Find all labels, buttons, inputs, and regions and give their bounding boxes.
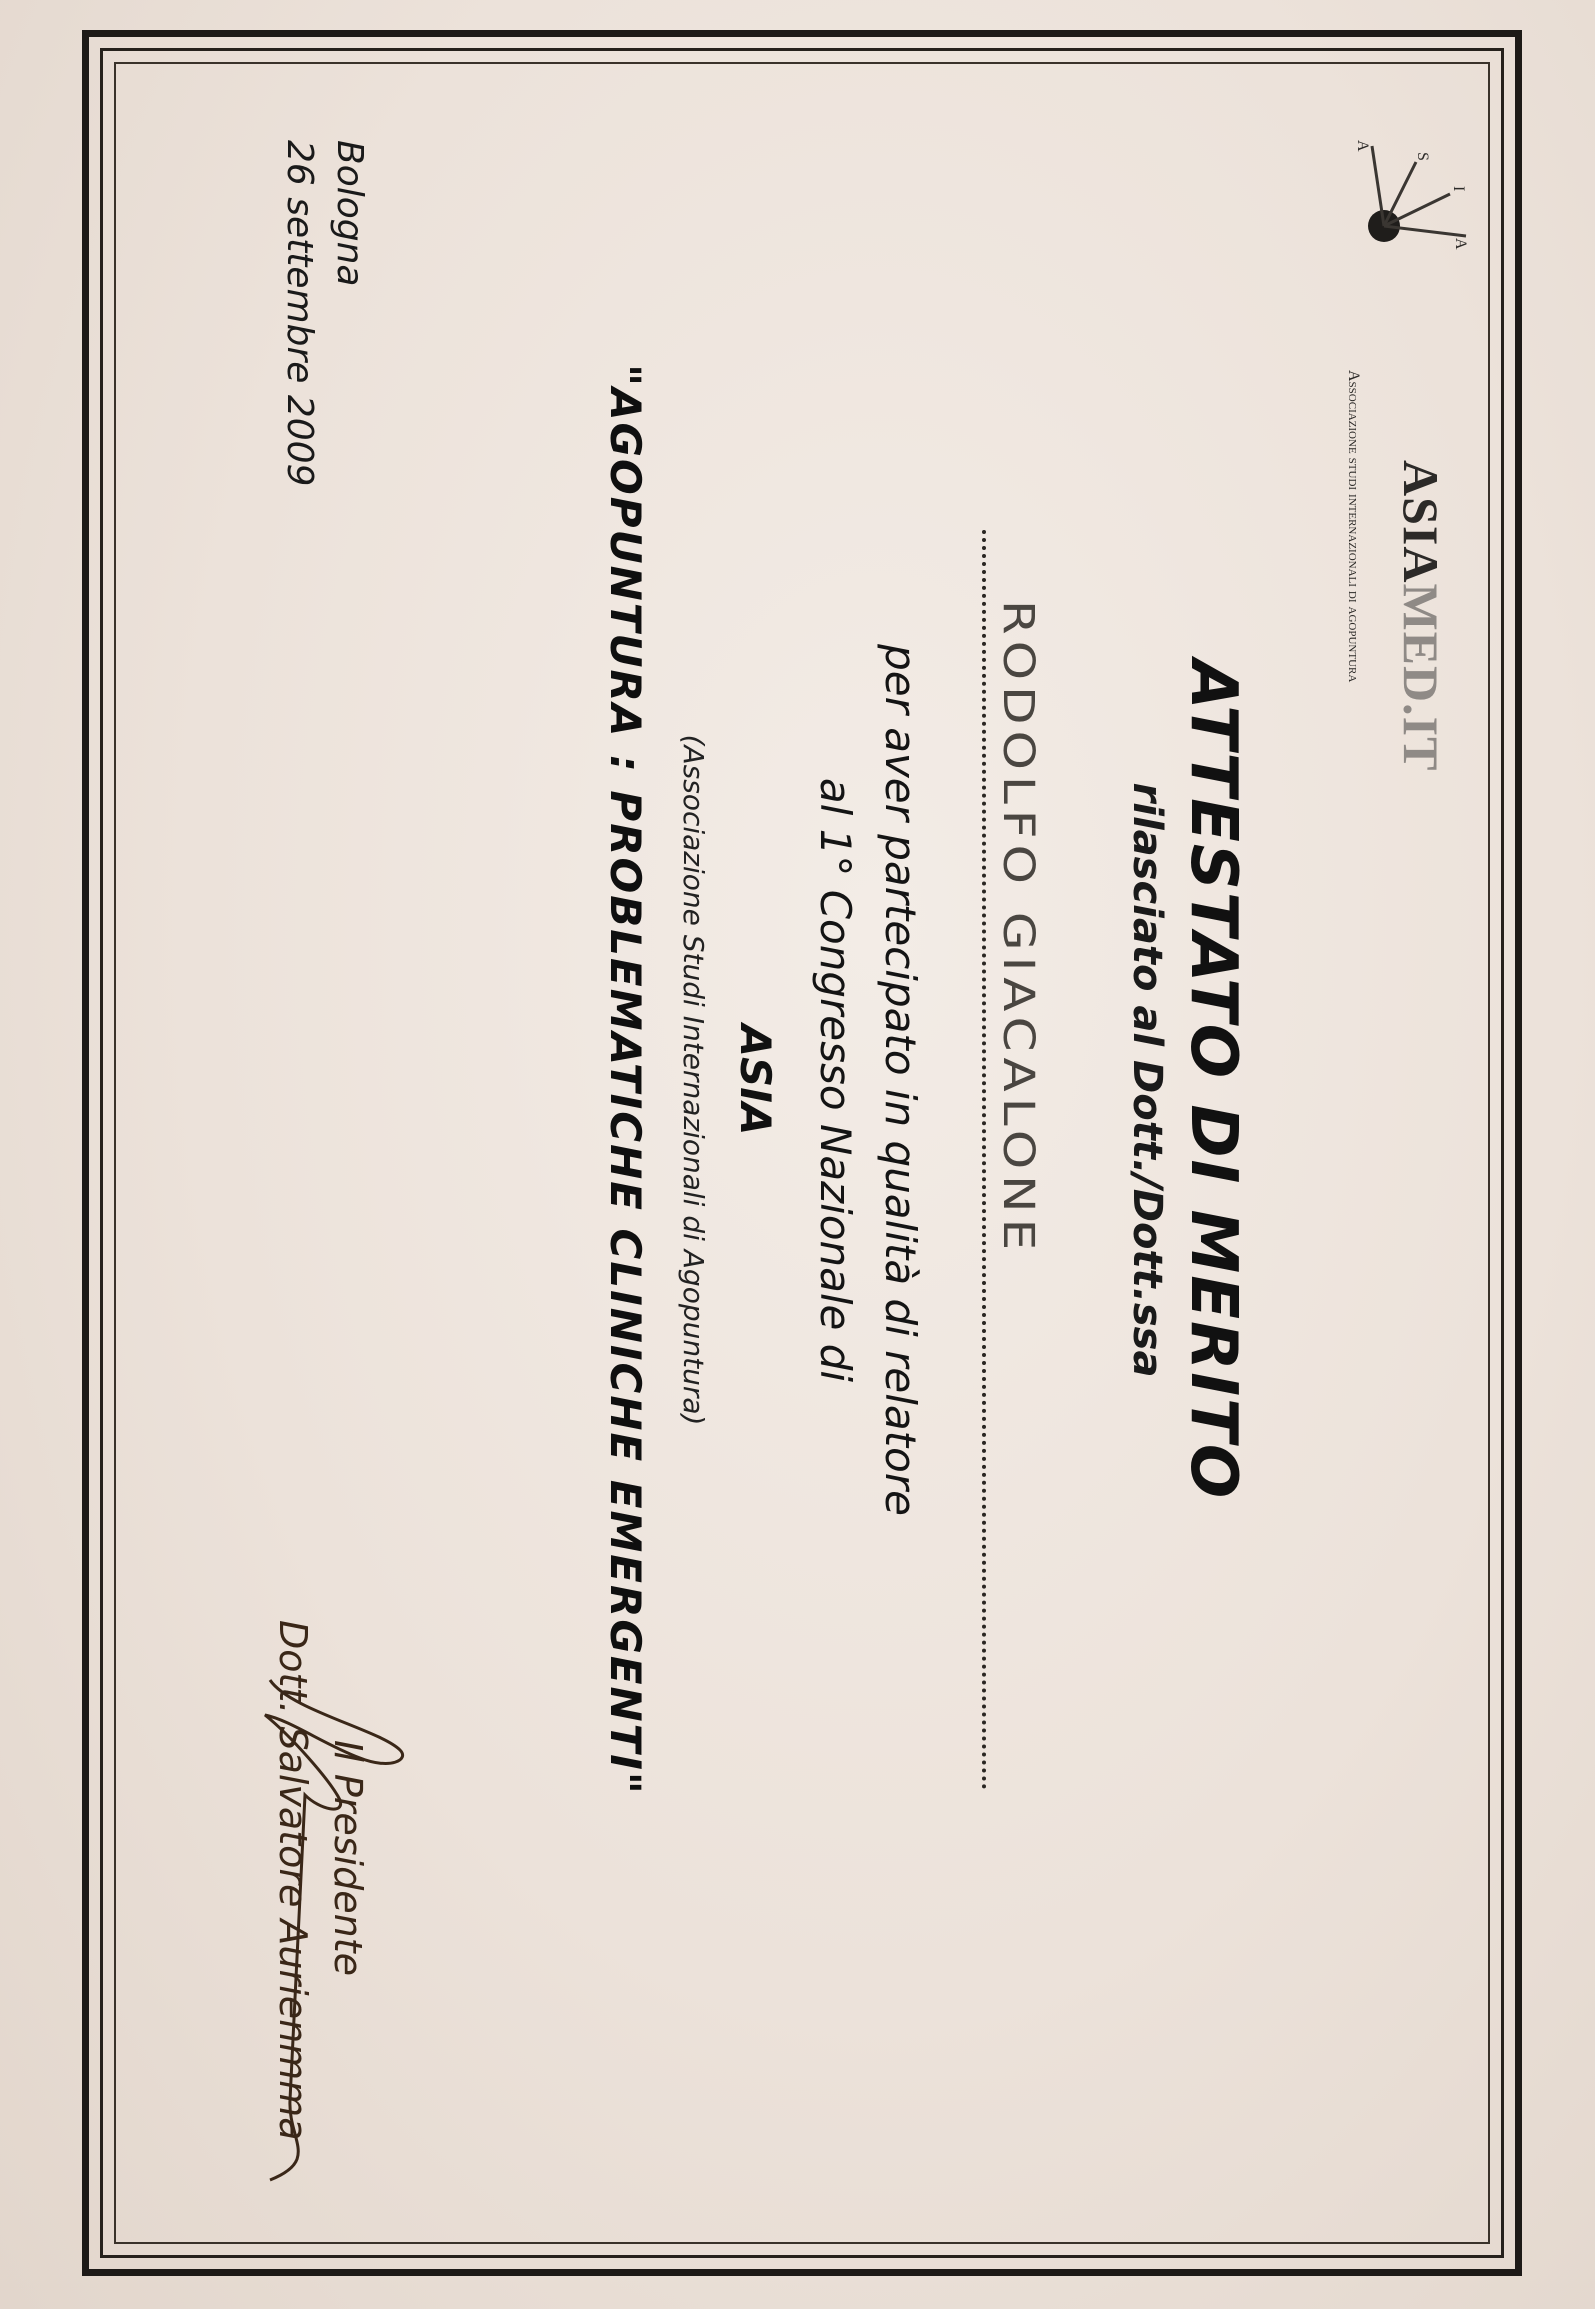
fan-logo-icon — [1350, 140, 1470, 260]
fan-letter-s: S — [1414, 152, 1431, 161]
recipient-dotted-line — [982, 530, 990, 1790]
fan-letter-a2: A — [1452, 238, 1469, 250]
brand-suffix: MED.IT — [1393, 583, 1449, 772]
president-title: Il Presidente — [326, 1740, 370, 1976]
asia-logo — [1300, 140, 1470, 780]
congress-title: "AGOPUNTURA : PROBLEMATICHE CLINICHE EMERGENTI" — [601, 364, 650, 1796]
body-line-1: per aver partecipato in qualità di relatore — [876, 644, 925, 1516]
brand-name — [1392, 460, 1450, 771]
certificate-title: ATTESTATO DI MERITO — [1176, 659, 1250, 1501]
brand-prefix: ASIA — [1393, 460, 1449, 584]
president-signature — [210, 1640, 440, 2200]
brand-subtitle: Associazione studi internazionali di agopuntura — [1345, 370, 1362, 683]
date: 26 settembre 2009 — [279, 140, 320, 487]
recipient-name: RODOLFO GIACALONE — [994, 600, 1044, 1257]
association-full-name: (Associazione Studi Internazionali di Agopuntura) — [677, 734, 710, 1426]
certificate-content — [130, 80, 1470, 2220]
president-name: Dott. Salvatore Aurienmma — [271, 1620, 315, 2141]
place: Bologna — [329, 140, 370, 287]
certificate-subtitle: rilasciato al Dott./Dott.ssa — [1124, 782, 1170, 1378]
fan-letter-i: I — [1450, 186, 1467, 192]
body-line-2: al 1° Congresso Nazionale di — [811, 777, 860, 1383]
association-abbr: ASIA — [731, 1024, 780, 1136]
fan-letter-a1: A — [1354, 140, 1371, 152]
